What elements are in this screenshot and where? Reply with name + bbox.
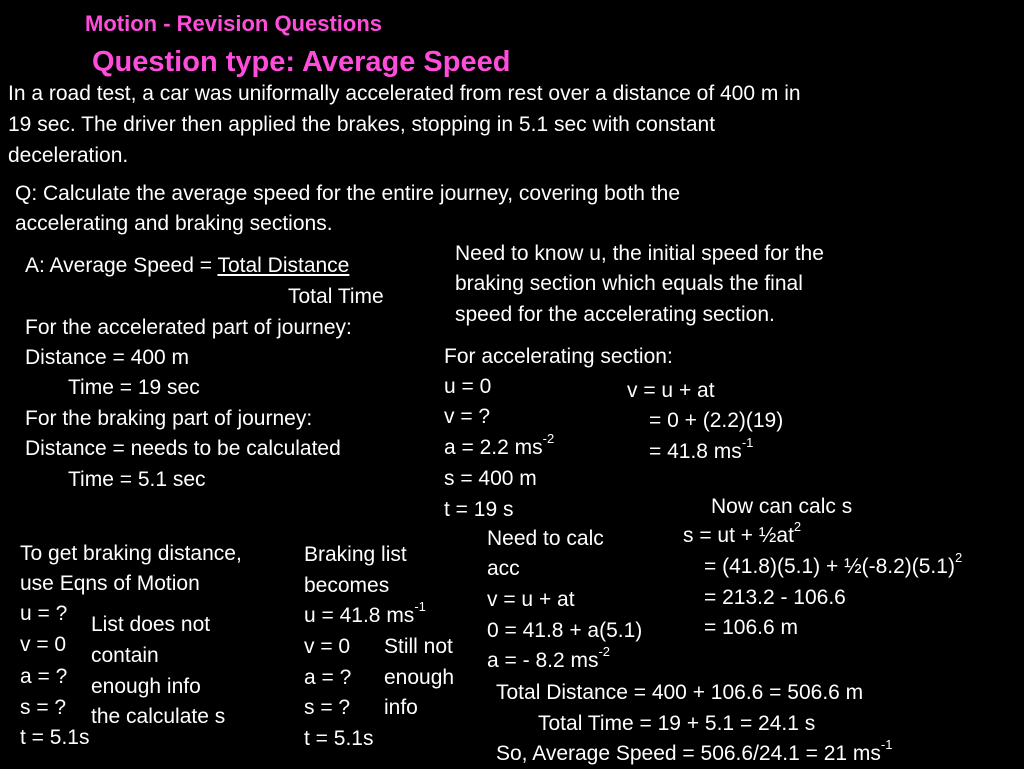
- calc-s-line-1-exponent: 2: [793, 519, 802, 534]
- accel-t: t = 19 s: [444, 498, 514, 521]
- accel-u: u = 0: [444, 375, 492, 398]
- calc-acc-line-5-text: a = - 8.2 ms: [487, 649, 599, 672]
- question-line-1: Q: Calculate the average speed for the entire journey, covering both the: [15, 182, 681, 205]
- calc-s-line-2-text: = (41.8)(5.1) + ½(-8.2)(5.1): [704, 555, 955, 578]
- problem-line-3: deceleration.: [8, 144, 129, 167]
- calc-s-heading: Now can calc s: [711, 495, 853, 518]
- total-distance: Total Distance = 400 + 106.6 = 506.6 m: [496, 681, 864, 704]
- list-note-line-1: List does not: [91, 613, 211, 636]
- question-line-2: accelerating and braking sections.: [15, 212, 333, 235]
- left-block-line-6: Time = 5.1 sec: [68, 468, 206, 491]
- calc-acc-line-1: Need to calc: [487, 527, 604, 550]
- braking-distance-line-1: To get braking distance,: [20, 542, 242, 565]
- braking-list-line-1: Braking list: [304, 543, 407, 566]
- list-note-line-3: enough info: [91, 675, 201, 698]
- need-u-line-3: speed for the accelerating section.: [455, 303, 775, 326]
- page-subtitle: Question type: Average Speed: [92, 46, 511, 78]
- left-block-line-5: Distance = needs to be calculated: [25, 437, 341, 460]
- average-speed-result: [496, 738, 892, 769]
- calc-acc-line-2: acc: [487, 557, 520, 580]
- still-note-line-2: enough: [384, 666, 455, 689]
- braking-distance-line-2: use Eqns of Motion: [20, 572, 200, 595]
- problem-line-2: 19 sec. The driver then applied the brakes, stopping in 5.1 sec with constant: [8, 113, 716, 136]
- accel-a-text: a = 2.2 ms: [444, 436, 543, 459]
- still-note-line-1: Still not: [384, 635, 453, 658]
- braking-list-t: t = 5.1s: [304, 727, 374, 750]
- v-calc-line-1: v = u + at: [627, 379, 715, 402]
- need-u-line-1: Need to know u, the initial speed for the: [455, 242, 824, 265]
- accel-a-exponent: -2: [542, 431, 555, 446]
- list-note-line-4: the calculate s: [91, 705, 226, 728]
- list-note-line-2: contain: [91, 644, 159, 667]
- page-title: Motion - Revision Questions: [85, 11, 383, 36]
- answer-denominator: Total Time: [288, 285, 384, 308]
- calc-s-line-1: [683, 520, 801, 551]
- v-calc-exponent: -1: [741, 435, 754, 450]
- calc-s-line-1-text: s = ut + ½at: [683, 524, 794, 547]
- braking-distance-s: s = ?: [20, 696, 67, 719]
- calc-s-line-4: = 106.6 m: [704, 616, 798, 639]
- need-u-line-2: braking section which equals the final: [455, 272, 803, 295]
- accel-v: v = ?: [444, 405, 491, 428]
- braking-list-line-2: becomes: [304, 574, 390, 597]
- v-calc-line-2: = 0 + (2.2)(19): [649, 409, 784, 432]
- braking-list-s: s = ?: [304, 696, 351, 719]
- total-time: Total Time = 19 + 5.1 = 24.1 s: [538, 712, 816, 735]
- braking-distance-a: a = ?: [20, 665, 68, 688]
- braking-list-u-text: u = 41.8 ms: [304, 604, 415, 627]
- problem-line-1: In a road test, a car was uniformally accelerated from rest over a distance of 400 m in: [8, 82, 801, 105]
- braking-list-v: v = 0: [304, 635, 351, 658]
- left-block-line-2: Distance = 400 m: [25, 346, 190, 369]
- answer-numerator: Total Distance: [217, 254, 350, 277]
- braking-list-u-exponent: -1: [414, 599, 426, 614]
- accel-a: [444, 432, 554, 463]
- calc-acc-line-3: v = u + at: [487, 588, 575, 611]
- calc-s-line-2-exponent: 2: [954, 550, 963, 565]
- braking-distance-t: t = 5.1s: [20, 726, 90, 749]
- left-block-line-1: For the accelerated part of journey:: [25, 316, 352, 339]
- v-calc-line-3-text: = 41.8 ms: [649, 440, 742, 463]
- braking-distance-v: v = 0: [20, 633, 67, 656]
- calc-acc-line-5: [487, 645, 610, 676]
- calc-s-line-2: [704, 551, 962, 582]
- braking-list-a: a = ?: [304, 666, 352, 689]
- left-block-line-4: For the braking part of journey:: [25, 407, 313, 430]
- answer-prefix: A: Average Speed =: [25, 254, 218, 277]
- still-note-line-3: info: [384, 696, 418, 719]
- answer-formula: [25, 250, 349, 281]
- v-calc-line-3: [649, 436, 753, 467]
- left-block-line-3: Time = 19 sec: [68, 376, 200, 399]
- calc-s-line-3: = 213.2 - 106.6: [704, 586, 846, 609]
- calc-acc-line-4: 0 = 41.8 + a(5.1): [487, 619, 643, 642]
- braking-distance-u: u = ?: [20, 602, 68, 625]
- calc-acc-exponent: -2: [598, 644, 611, 659]
- accel-heading: For accelerating section:: [444, 345, 673, 368]
- average-speed-text: So, Average Speed = 506.6/24.1 = 21 ms: [496, 742, 881, 765]
- average-speed-exponent: -1: [880, 737, 893, 752]
- accel-s: s = 400 m: [444, 467, 537, 490]
- braking-list-u: [304, 600, 426, 631]
